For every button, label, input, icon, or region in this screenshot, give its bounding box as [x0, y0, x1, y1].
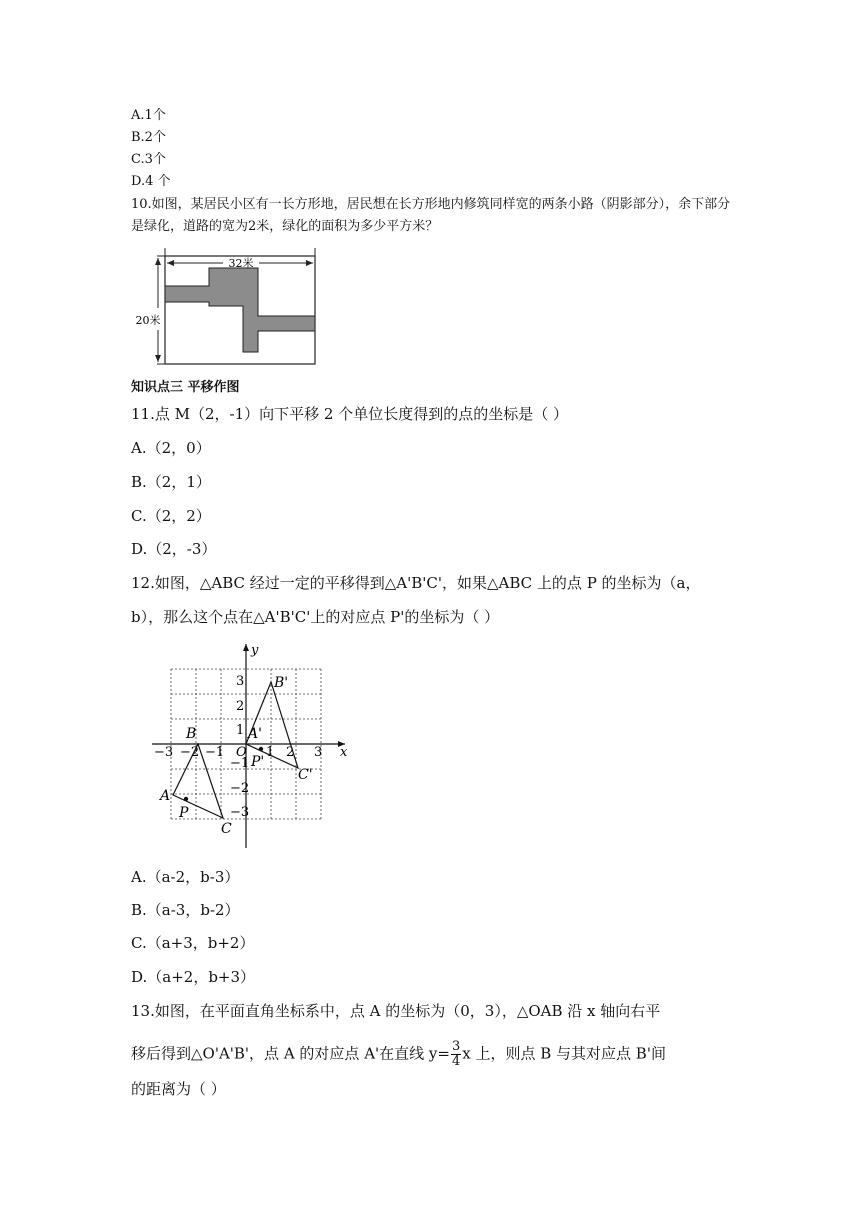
- q11-stem: 11.点 M（2，-1）向下平移 2 个单位长度得到的点的坐标是（ ）: [131, 405, 568, 423]
- fraction-denominator: 4: [451, 1054, 461, 1069]
- point-label-p-prime: P': [251, 754, 265, 770]
- point-label-b: B: [186, 726, 197, 742]
- width-label: 32米: [228, 257, 254, 270]
- q10-text: 10.如图，某居民小区有一长方形地，居民想在长方形地内修筑同样宽的两条小路（阴影部分），余下部分是绿化，道路的宽为2米，绿化的面积为多少平方米？: [131, 197, 731, 234]
- x-tick-label: 3: [314, 745, 323, 760]
- x-tick-label: 1: [266, 745, 275, 760]
- x-tick-label: 2: [286, 745, 295, 760]
- q9-option-b: B.2个: [131, 130, 166, 145]
- point-label-b-prime: B': [274, 675, 289, 691]
- q12-option-c: C.（a+3，b+2）: [131, 934, 255, 952]
- q13-line2-end: x 上，则点 B 与其对应点 B'间: [462, 1044, 666, 1063]
- q13-line2: [131, 1040, 666, 1069]
- point-label-a-prime: A': [248, 726, 262, 742]
- y-tick-label: 2: [236, 699, 245, 714]
- y-tick-label: −3: [230, 805, 250, 820]
- q11-option-c: C.（2，2）: [131, 507, 211, 525]
- q11-option-a: A.（2，0）: [131, 439, 211, 457]
- point-label-a: A: [160, 788, 171, 804]
- y-tick-label: −1: [230, 756, 250, 771]
- section-title: 知识点三 平移作图: [131, 380, 240, 395]
- q9-option-c: C.3个: [131, 152, 166, 167]
- q9-option-d: D.4 个: [131, 174, 171, 189]
- y-tick-label: 1: [236, 723, 245, 738]
- fraction-three-quarters: [451, 1040, 461, 1069]
- x-tick-label: −1: [205, 745, 225, 760]
- q13-line3: 的距离为（ ）: [131, 1080, 226, 1098]
- y-axis-label: y: [251, 643, 259, 658]
- point-label-p: P: [179, 805, 189, 821]
- point-label-c: C: [221, 821, 232, 837]
- q12-option-d: D.（a+2，b+3）: [131, 968, 256, 986]
- q12-option-a: A.（a-2，b-3）: [131, 868, 240, 886]
- fraction-numerator: 3: [451, 1039, 461, 1054]
- q9-option-a: A.1个: [131, 108, 166, 123]
- q13-line2-start: 移后得到△O'A'B'，点 A 的对应点 A'在直线 y=: [131, 1044, 450, 1063]
- origin-label: O: [236, 745, 247, 760]
- point-label-c-prime: C': [298, 767, 313, 783]
- x-tick-label: −2: [180, 745, 200, 760]
- q11-option-b: B.（2，1）: [131, 473, 211, 491]
- y-tick-label: −2: [230, 781, 250, 796]
- x-tick-label: −3: [154, 745, 174, 760]
- x-axis-label: x: [340, 745, 348, 760]
- q12-coordinate-figure: [150, 640, 360, 852]
- q11-option-d: D.（2，-3）: [131, 540, 217, 558]
- q13-line1: 13.如图，在平面直角坐标系中，点 A 的坐标为（0，3），△OAB 沿 x 轴向右平: [131, 1002, 661, 1020]
- height-label: 20米: [135, 314, 161, 327]
- q12-stem-line2: b），那么这个点在△A'B'C'上的对应点 P'的坐标为（ ）: [131, 608, 500, 626]
- q12-option-b: B.（a-3，b-2）: [131, 901, 240, 919]
- q12-stem-line1: 12.如图，△ABC 经过一定的平移得到△A'B'C'，如果△ABC 上的点 P 的坐标为（a，: [131, 574, 701, 592]
- q10-figure: [131, 246, 321, 368]
- point-p: [184, 797, 188, 801]
- y-tick-label: 3: [236, 674, 245, 689]
- point-p-prime: [259, 747, 263, 751]
